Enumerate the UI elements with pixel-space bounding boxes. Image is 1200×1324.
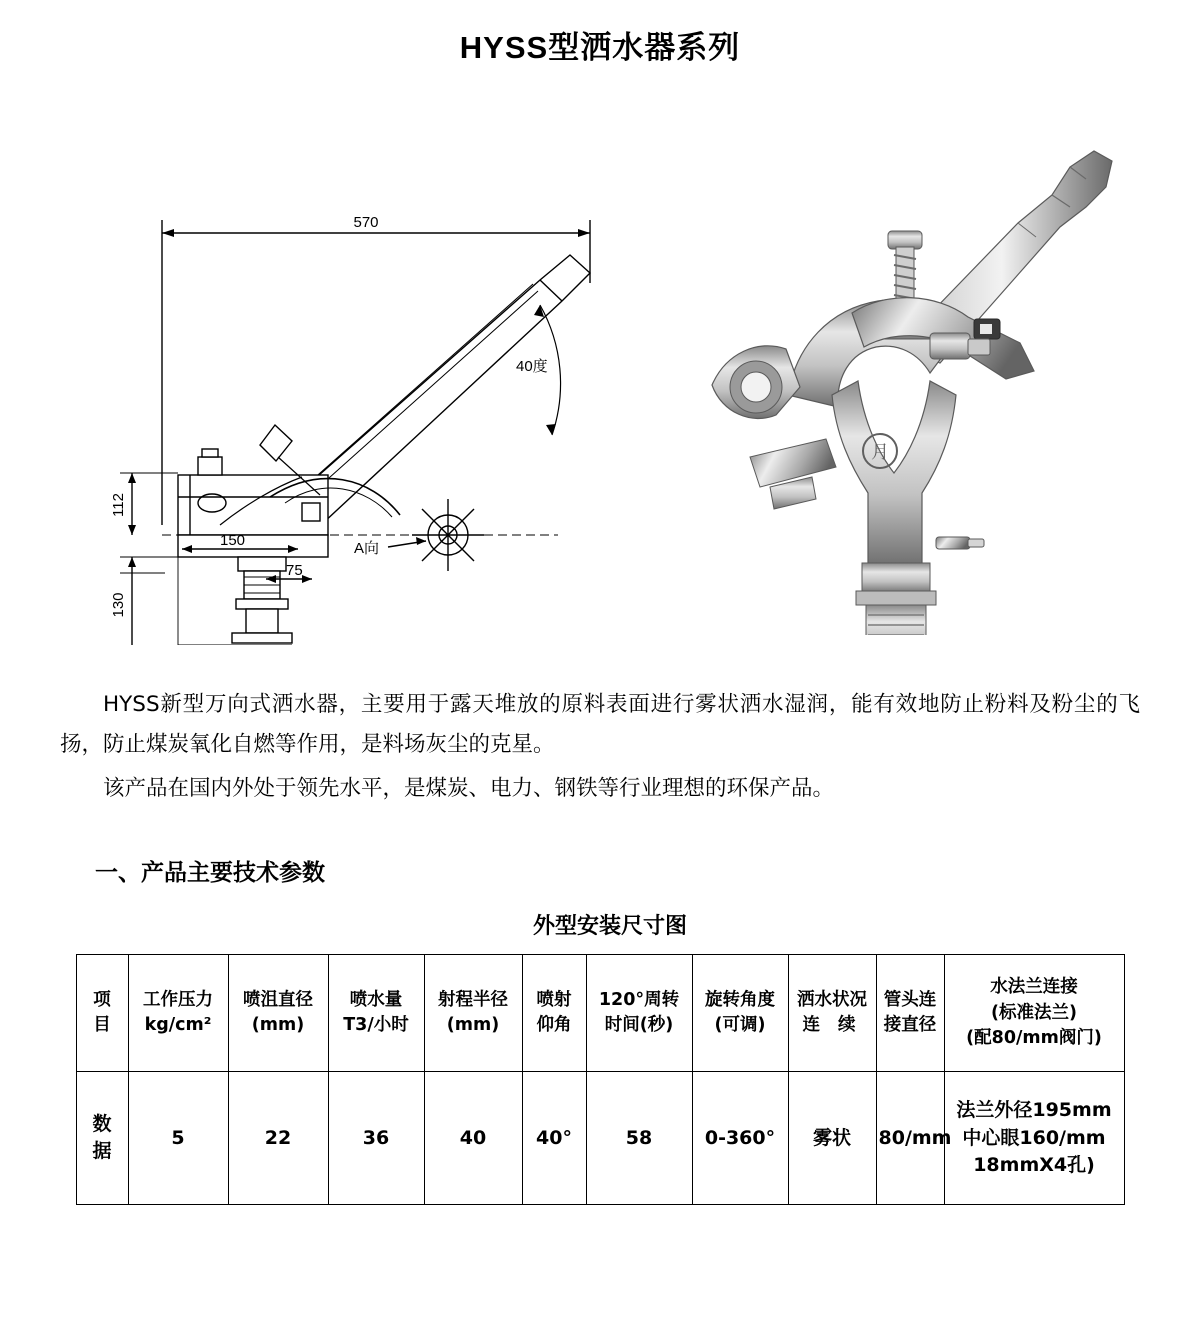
header-cell-water-volume: 喷水量 T3/小时 (328, 955, 424, 1072)
header-cell-spray-status: 洒水状况 连 续 (788, 955, 876, 1072)
header-cell-spray-angle: 喷射 仰角 (522, 955, 586, 1072)
table-caption: 外型安装尺寸图 (532, 914, 687, 940)
cell-pressure: 5 (128, 1072, 228, 1205)
view-mark: A向 (354, 540, 380, 557)
description-paragraphs (60, 685, 1140, 808)
header-cell-rotation-time: 120°周转 时间(秒) (586, 955, 692, 1072)
spec-table (76, 954, 1125, 1205)
dim-angle: 40度 (516, 358, 548, 375)
svg-text:月: 月 (871, 442, 889, 462)
cell-spray-angle: 40° (522, 1072, 586, 1205)
product-photo (600, 95, 1160, 635)
dim-height-upper: 112 (110, 493, 127, 517)
header-cell-item: 项 目 (76, 955, 128, 1072)
section-heading: 一、产品主要技术参数 (95, 860, 325, 887)
technical-drawing (70, 105, 630, 645)
cell-rotation-angle: 0-360° (692, 1072, 788, 1205)
cell-spray-status: 雾状 (788, 1072, 876, 1205)
figure-area (0, 95, 1200, 655)
dim-base-width: 150 (220, 532, 246, 549)
header-cell-pressure: 工作压力 kg/cm² (128, 955, 228, 1072)
cell-range-radius: 40 (424, 1072, 522, 1205)
cell-rotation-time: 58 (586, 1072, 692, 1205)
document-page (0, 22, 1200, 1324)
page-title: HYSS型洒水器系列 (459, 30, 741, 65)
table-row (76, 1072, 1124, 1205)
dim-base-width2: 75 (286, 562, 303, 579)
cell-flange: 法兰外径195mm 中心眼160/mm 18mmX4孔) (944, 1072, 1124, 1205)
dim-length: 570 (353, 214, 379, 231)
table-header-row (76, 955, 1124, 1072)
cell-connector-diameter: 80/mm (876, 1072, 944, 1205)
cell-nozzle-diameter: 22 (228, 1072, 328, 1205)
paragraph-1: HYSS新型万向式洒水器，主要用于露天堆放的原料表面进行雾状洒水湿润，能有效地防止粉料及粉尘的飞扬，防止煤炭氧化自燃等作用，是料场灰尘的克星。 (60, 692, 1140, 757)
header-cell-connector-diameter: 管头连 接直径 (876, 955, 944, 1072)
paragraph-2: 该产品在国内外处于领先水平，是煤炭、电力、钢铁等行业理想的环保产品。 (103, 775, 835, 801)
dim-height-lower: 130 (110, 592, 127, 618)
cell-water-volume: 36 (328, 1072, 424, 1205)
header-cell-rotation-angle: 旋转角度 (可调) (692, 955, 788, 1072)
header-cell-range-radius: 射程半径 (mm) (424, 955, 522, 1072)
header-cell-flange: 水法兰连接 (标准法兰) (配80/mm阀门) (944, 955, 1124, 1072)
header-cell-nozzle-diameter: 喷沮直径 (mm) (228, 955, 328, 1072)
row-label-data: 数 据 (76, 1072, 128, 1205)
